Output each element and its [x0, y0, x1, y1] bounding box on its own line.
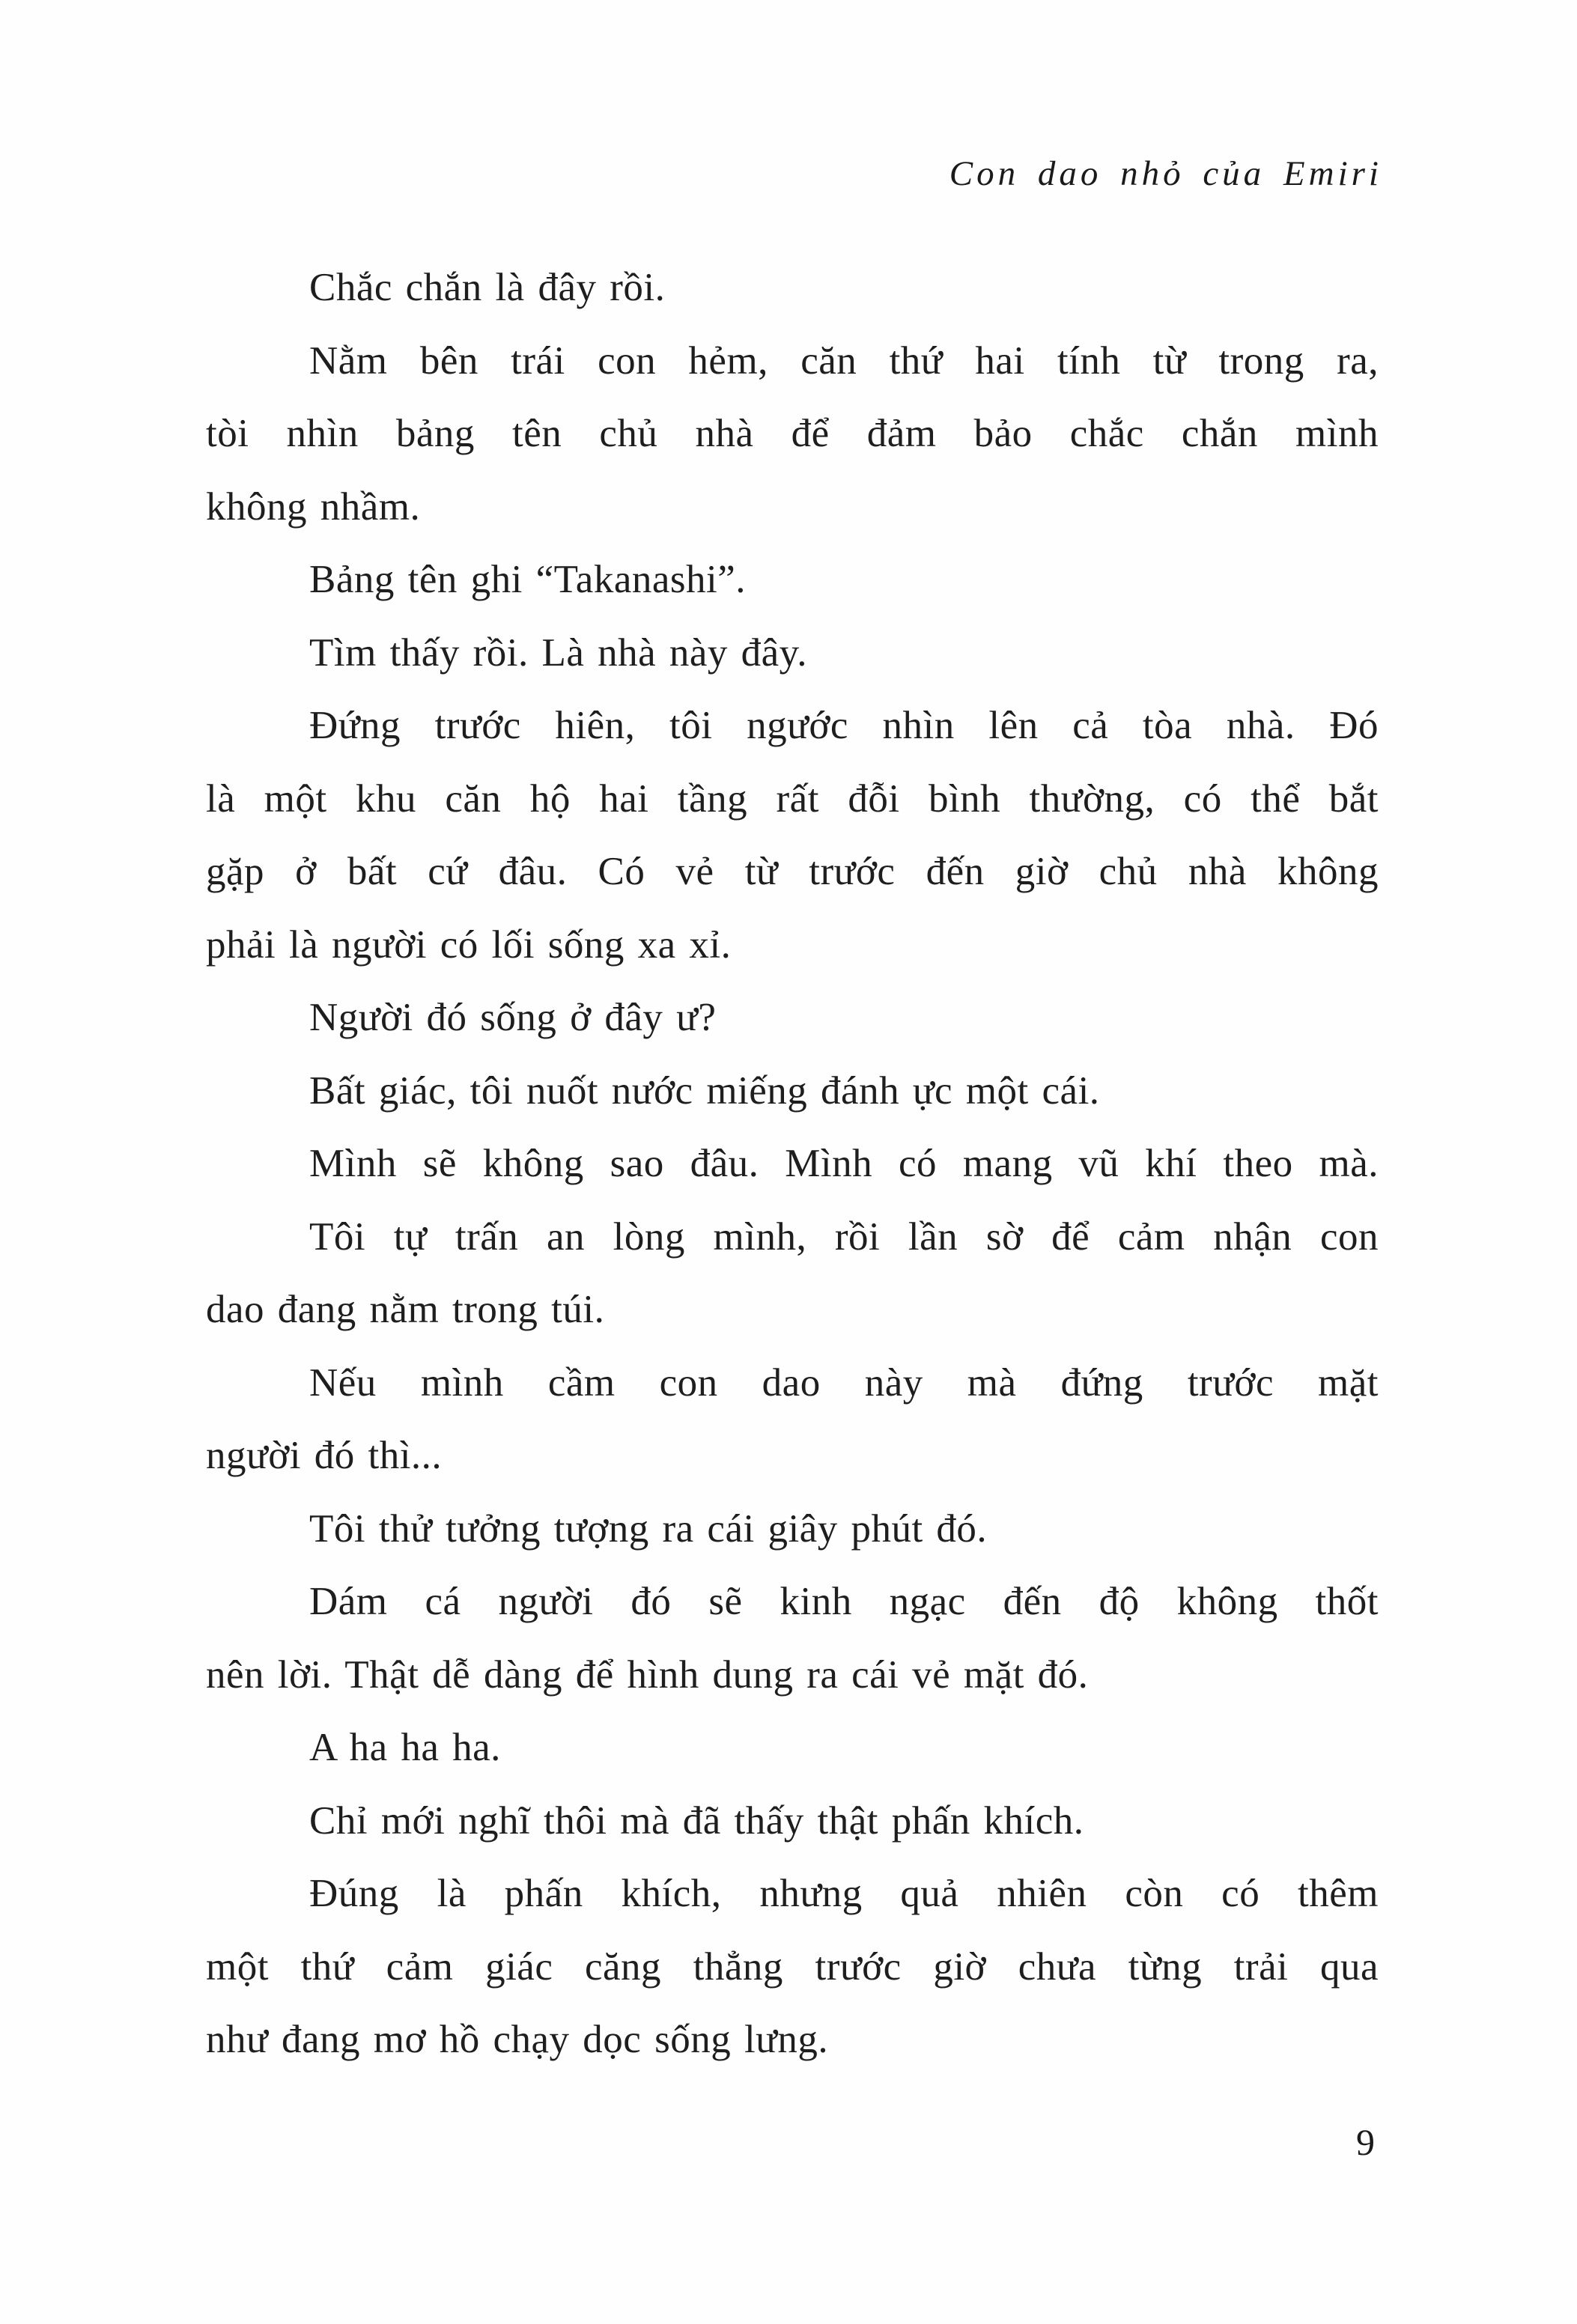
- text-line: Tôi thử tưởng tượng ra cái giây phút đó.: [309, 1506, 988, 1551]
- text-line: gặp ở bất cứ đâu. Có vẻ từ trước đến giờ chủ nhà không: [206, 850, 1379, 893]
- text-line: Người đó sống ở đây ư?: [309, 996, 717, 1039]
- body-text: [206, 252, 1379, 2077]
- text-line: tòi nhìn bảng tên chủ nhà để đảm bảo chắc chắn mình: [206, 412, 1379, 455]
- text-line: Tìm thấy rồi. Là nhà này đây.: [309, 630, 807, 675]
- text-line: phải là người có lối sống xa xỉ.: [206, 922, 732, 967]
- text-line: một thứ cảm giác căng thẳng trước giờ chưa từng trải qua: [206, 1944, 1379, 1989]
- text-line: Dám cá người đó sẽ kinh ngạc đến độ không thốt: [309, 1580, 1379, 1623]
- text-line: Bảng tên ghi “Takanashi”.: [309, 558, 746, 601]
- page-number: 9: [1356, 2121, 1375, 2163]
- text-line: nên lời. Thật dễ dàng để hình dung ra cái vẻ mặt đó.: [206, 1652, 1089, 1697]
- text-line: Nằm bên trái con hẻm, căn thứ hai tính từ trong ra,: [309, 338, 1379, 383]
- text-line: người đó thì...: [206, 1434, 443, 1477]
- text-line: Chắc chắn là đây rồi.: [309, 266, 666, 309]
- text-line: Chỉ mới nghĩ thôi mà đã thấy thật phấn khích.: [309, 1798, 1084, 1843]
- text-line: dao đang nằm trong túi.: [206, 1288, 605, 1331]
- text-line: Đúng là phấn khích, nhưng quả nhiên còn có thêm: [309, 1872, 1379, 1915]
- text-line: Tôi tự trấn an lòng mình, rồi lần sờ để cảm nhận con: [309, 1214, 1379, 1259]
- text-line: như đang mơ hồ chạy dọc sống lưng.: [206, 2018, 829, 2061]
- text-line: là một khu căn hộ hai tầng rất đỗi bình thường, có thể bắt: [206, 776, 1379, 821]
- text-line: Mình sẽ không sao đâu. Mình có mang vũ khí theo mà.: [309, 1142, 1379, 1185]
- text-line: A ha ha ha.: [309, 1726, 501, 1769]
- text-line: Bất giác, tôi nuốt nước miếng đánh ực một cái.: [309, 1068, 1100, 1113]
- text-line: Đứng trước hiên, tôi ngước nhìn lên cả tòa nhà. Đó: [309, 704, 1379, 747]
- text-line: Nếu mình cầm con dao này mà đứng trước mặt: [309, 1360, 1379, 1405]
- running-header: Con dao nhỏ của Emiri: [949, 154, 1382, 193]
- text-line: không nhầm.: [206, 484, 421, 529]
